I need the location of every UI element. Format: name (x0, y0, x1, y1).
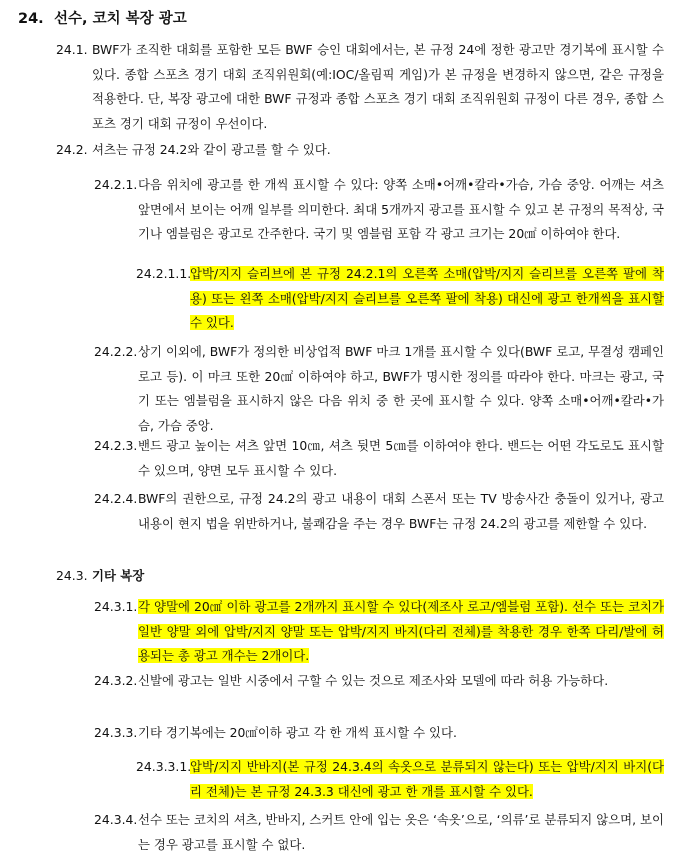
clause-number: 24.2.4. (94, 491, 138, 506)
clause-number: 24.3.3. (94, 725, 138, 740)
clause-number: 24.2.2. (94, 344, 138, 359)
clause-24-2-3 (94, 434, 664, 483)
clause-number: 24.3.2. (94, 673, 138, 688)
clause-number: 24.2. (56, 142, 88, 157)
clause-24-3-1 (94, 595, 664, 669)
clause-text: BWF가 조직한 대회를 포함한 모든 BWF 승인 대회에서는, 본 규정 24에 정한 광고만 경기복에 표시할 수 있다. 종합 스포츠 경기 대회 조직위원회(예:IOC/올림픽 게임)가 본 규정을 변경하지 않으면, 같은 규정을 적용한다. 단, 복장 광고에 대한 BWF 규정과 종합 스포츠 경기 대회 조직위원회 규정이 다른 경우, 종합 스포츠 경기 대회 규정이 우선이다. (92, 42, 664, 131)
clause-text: 선수 또는 코치의 셔츠, 반바지, 스커트 안에 입는 옷은 ‘속옷’으로, ‘의류’로 분류되지 않으며, 보이는 경우 광고를 표시할 수 없다. (138, 812, 664, 852)
clause-title: 기타 복장 (92, 568, 145, 583)
clause-text: 셔츠는 규정 24.2와 같이 광고를 할 수 있다. (92, 142, 331, 157)
clause-24-2-2 (94, 340, 664, 438)
clause-24-2-1 (94, 173, 664, 247)
clause-24-1 (56, 38, 664, 136)
section-number: 24. (18, 11, 44, 27)
highlighted-clause-text: 압박/지지 반바지(본 규정 24.3.4의 속옷으로 분류되지 않는다) 또는 압박/지지 바지(다리 전체)는 본 규정 24.3.3 대신에 광고 한 개를 표시할 수 있다. (190, 759, 664, 799)
clause-text: 다음 위치에 광고를 한 개씩 표시할 수 있다: 양쪽 소매•어깨•칼라•가슴, 가슴 중앙. 어깨는 셔츠 앞면에서 보이는 어깨 일부를 의미한다. 최대 5개까지 광고를 표시할 수 있고 본 규정의 목적상, 국기나 엠블럼은 광고로 간주한다. 국기 및 엠블럼 포함 각 광고 크기는 20㎠ 이하여야 한다. (138, 177, 664, 241)
section-title: 선수, 코치 복장 광고 (54, 11, 187, 27)
clause-24-2-1-1 (136, 262, 664, 336)
clause-text: 기타 경기복에는 20㎠이하 광고 각 한 개씩 표시할 수 있다. (138, 725, 457, 740)
clause-24-2-4 (94, 487, 664, 536)
clause-text: BWF의 권한으로, 규정 24.2의 광고 내용이 대회 스폰서 또는 TV 방송사간 충돌이 있거나, 광고 내용이 현지 법을 위반하거나, 불쾌감을 주는 경우 BWF는 규정 24.2의 광고를 제한할 수 있다. (138, 491, 664, 531)
clause-number: 24.3.1. (94, 599, 138, 614)
clause-number: 24.3.4. (94, 812, 138, 827)
clause-text: 신발에 광고는 일반 시중에서 구할 수 있는 것으로 제조사와 모델에 따라 허용 가능하다. (138, 673, 609, 688)
highlighted-clause-text: 압박/지지 슬리브에 본 규정 24.2.1의 오른쪽 소매(압박/지지 슬리브를 오른쪽 팔에 착용) 또는 왼쪽 소매(압박/지지 슬리브를 오른쪽 팔에 착용) 대신에 광고 한개씩을 표시할 수 있다. (190, 266, 664, 330)
clause-text: 밴드 광고 높이는 셔츠 앞면 10㎝, 셔츠 뒷면 5㎝를 이하여야 한다. 밴드는 어떤 각도로도 표시할 수 있으며, 양면 모두 표시할 수 있다. (138, 438, 664, 478)
clause-number: 24.2.3. (94, 438, 138, 453)
clause-number: 24.2.1.1. (136, 266, 192, 281)
clause-24-3-3 (94, 721, 664, 746)
clause-number: 24.3.3.1. (136, 759, 192, 774)
highlighted-clause-text: 각 양말에 20㎠ 이하 광고를 2개까지 표시할 수 있다(제조사 로고/엠블럼 포함). 선수 또는 코치가 일반 양말 외에 압박/지지 양말 또는 압박/지지 바지(다리 전체)를 착용한 경우 한쪽 다리/발에 허용되는 총 광고 개수는 2개이다. (138, 599, 664, 663)
clause-24-2 (56, 138, 664, 163)
clause-24-3-3-1 (136, 755, 664, 804)
clause-24-3 (56, 564, 664, 589)
clause-number: 24.2.1. (94, 177, 138, 192)
clause-number: 24.3. (56, 568, 88, 583)
clause-24-3-4 (94, 808, 664, 857)
clause-text: 상기 이외에, BWF가 정의한 비상업적 BWF 마크 1개를 표시할 수 있다(BWF 로고, 무결성 캠페인 로고 등). 이 마크 또한 20㎠ 이하여야 하고, BWF가 명시한 정의를 따라야 한다. 마크는 광고, 국기 또는 엠블럼을 표시하지 않은 다음 위치 중 한 곳에 표시할 수 있다. 양쪽 소매•어깨•칼라•가슴, 가슴 중앙. (138, 344, 664, 433)
clause-number: 24.1. (56, 42, 88, 57)
clause-24-3-2 (94, 669, 664, 694)
section-heading (18, 7, 187, 28)
